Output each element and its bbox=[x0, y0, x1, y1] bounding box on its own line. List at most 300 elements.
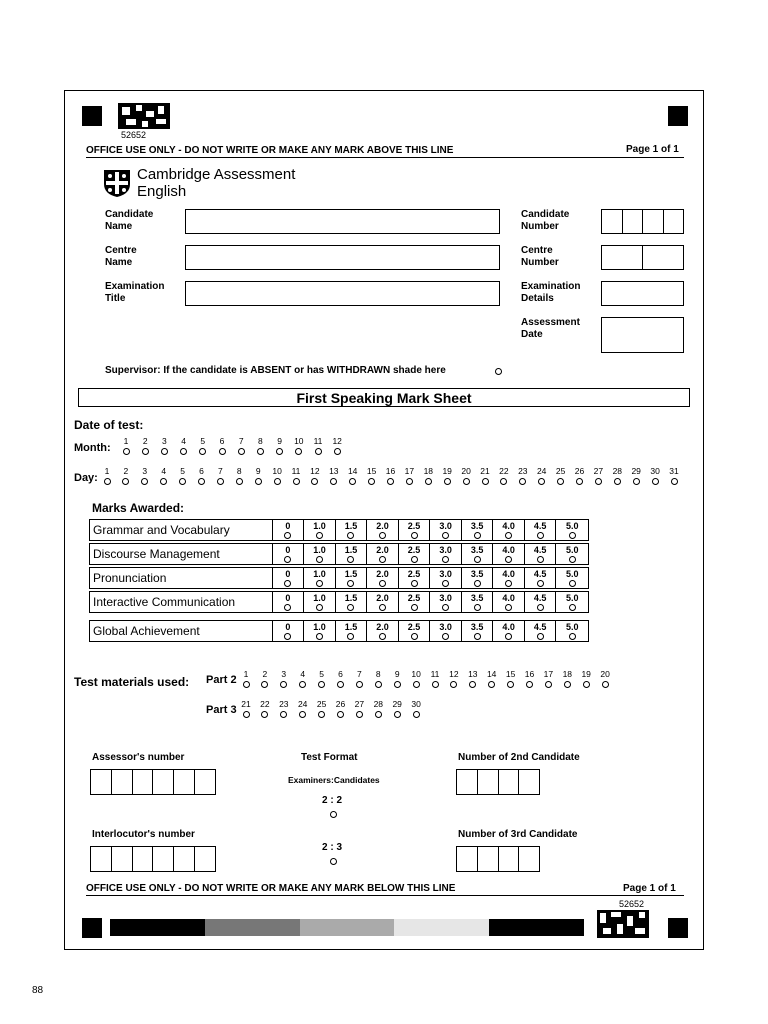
part3-bubble[interactable] bbox=[337, 711, 344, 718]
day-number: 7 bbox=[218, 466, 223, 476]
mark-option bbox=[556, 544, 588, 564]
barcode-top bbox=[118, 103, 170, 129]
criterion-label: Global Achievement bbox=[90, 621, 273, 641]
mark-value: 4.5 bbox=[533, 521, 547, 531]
mark-bubble[interactable] bbox=[537, 604, 544, 611]
part2-bubble[interactable] bbox=[432, 681, 439, 688]
day-number: 3 bbox=[142, 466, 148, 476]
part3-number: 24 bbox=[297, 699, 308, 709]
mark-value: 0 bbox=[285, 545, 291, 555]
mark-option bbox=[525, 621, 557, 641]
mark-option bbox=[525, 568, 557, 588]
day-bubble[interactable] bbox=[217, 478, 224, 485]
mark-option bbox=[525, 592, 557, 612]
mark-option bbox=[273, 520, 305, 540]
sheet-title: First Speaking Mark Sheet bbox=[296, 389, 472, 406]
mark-bubble[interactable] bbox=[284, 556, 291, 563]
mark-value: 4.5 bbox=[533, 593, 547, 603]
global-achievement-table bbox=[89, 620, 589, 642]
mark-bubble[interactable] bbox=[569, 580, 576, 587]
day-number: 14 bbox=[347, 466, 358, 476]
part3-number: 27 bbox=[354, 699, 365, 709]
mark-option bbox=[304, 621, 336, 641]
day-bubble[interactable] bbox=[633, 478, 640, 485]
mark-value: 2.0 bbox=[376, 622, 389, 632]
mark-value: 4.0 bbox=[502, 569, 515, 579]
mark-value: 3.0 bbox=[439, 622, 452, 632]
mark-option bbox=[493, 592, 525, 612]
mark-value: 2.5 bbox=[407, 593, 421, 603]
mark-value: 2.5 bbox=[407, 569, 421, 579]
part2-number: 14 bbox=[486, 669, 497, 679]
day-bubble[interactable] bbox=[614, 478, 621, 485]
part2-number: 2 bbox=[262, 669, 268, 679]
part3-number: 22 bbox=[260, 699, 270, 709]
part2-bubble[interactable] bbox=[394, 681, 401, 688]
cambridge-crest-icon bbox=[102, 168, 132, 198]
mark-value: 0 bbox=[285, 593, 291, 603]
day-number: 10 bbox=[272, 466, 282, 476]
candidate-number-field[interactable] bbox=[601, 209, 684, 234]
part3-number: 21 bbox=[241, 699, 251, 709]
part2-label: Part 2 bbox=[206, 674, 237, 686]
mark-value: 2.5 bbox=[407, 622, 421, 632]
day-bubble[interactable] bbox=[482, 478, 489, 485]
mark-value: 2.5 bbox=[407, 545, 421, 555]
day-bubble[interactable] bbox=[652, 478, 659, 485]
second-candidate-label: Number of 2nd Candidate bbox=[458, 752, 580, 763]
part2-bubble[interactable] bbox=[545, 681, 552, 688]
part2-number: 7 bbox=[357, 669, 362, 679]
mark-value: 4.5 bbox=[533, 622, 547, 632]
mark-bubble[interactable] bbox=[379, 633, 386, 640]
supervisor-text: Supervisor: If the candidate is ABSENT or has WITHDRAWN shade here bbox=[105, 365, 446, 376]
mark-value: 3.0 bbox=[439, 545, 452, 555]
mark-option bbox=[556, 592, 588, 612]
mark-value: 3.5 bbox=[470, 521, 484, 531]
mark-value: 4.5 bbox=[533, 569, 547, 579]
calibration-mid-grey bbox=[300, 919, 395, 936]
day-bubble[interactable] bbox=[198, 478, 205, 485]
day-number: 29 bbox=[631, 466, 641, 476]
day-number: 11 bbox=[291, 466, 301, 476]
mark-value: 2.0 bbox=[376, 593, 389, 603]
mark-option bbox=[556, 568, 588, 588]
mark-bubble[interactable] bbox=[505, 580, 512, 587]
second-candidate-field[interactable] bbox=[456, 769, 540, 795]
mark-bubble[interactable] bbox=[474, 556, 481, 563]
mark-bubble[interactable] bbox=[442, 580, 449, 587]
part3-bubble[interactable] bbox=[375, 711, 382, 718]
month-bubble[interactable] bbox=[161, 448, 168, 455]
assessor-number-label: Assessor's number bbox=[92, 752, 185, 763]
mark-option bbox=[399, 520, 431, 540]
date-of-test-label: Date of test: bbox=[74, 418, 144, 432]
day-number: 28 bbox=[612, 466, 623, 476]
bottom-rule bbox=[86, 895, 684, 896]
mark-bubble[interactable] bbox=[347, 604, 354, 611]
examination-details-label: Examination Details bbox=[521, 281, 581, 304]
mark-option bbox=[367, 592, 399, 612]
mark-bubble[interactable] bbox=[537, 633, 544, 640]
mark-bubble[interactable] bbox=[474, 604, 481, 611]
month-bubble[interactable] bbox=[123, 448, 130, 455]
logo-line1: Cambridge Assessment bbox=[137, 166, 296, 183]
part2-bubble[interactable] bbox=[583, 681, 590, 688]
candidate-name-field[interactable] bbox=[185, 209, 500, 234]
month-number: 4 bbox=[181, 436, 186, 446]
day-number: 1 bbox=[104, 466, 110, 476]
mark-bubble[interactable] bbox=[505, 556, 512, 563]
marks-table bbox=[89, 519, 589, 613]
mark-bubble[interactable] bbox=[537, 532, 544, 539]
mark-option bbox=[493, 568, 525, 588]
third-candidate-field[interactable] bbox=[456, 846, 540, 872]
mark-bubble[interactable] bbox=[347, 532, 354, 539]
day-bubble[interactable] bbox=[274, 478, 281, 485]
calibration-strip bbox=[110, 919, 584, 936]
day-bubble[interactable] bbox=[576, 478, 583, 485]
mark-value: 0 bbox=[285, 569, 291, 579]
mark-value: 4.5 bbox=[533, 545, 547, 555]
mark-option bbox=[399, 621, 431, 641]
mark-bubble[interactable] bbox=[379, 604, 386, 611]
day-bubble[interactable] bbox=[671, 478, 678, 485]
day-number: 13 bbox=[329, 466, 339, 476]
day-number: 19 bbox=[442, 466, 452, 476]
day-number: 9 bbox=[255, 466, 261, 476]
mark-option bbox=[493, 520, 525, 540]
month-number: 8 bbox=[258, 436, 263, 446]
mark-bubble[interactable] bbox=[569, 532, 576, 539]
day-number: 12 bbox=[310, 466, 320, 476]
part3-bubble[interactable] bbox=[413, 711, 420, 718]
mark-bubble[interactable] bbox=[284, 532, 291, 539]
mark-value: 5.0 bbox=[565, 569, 579, 579]
mark-value: 5.0 bbox=[565, 622, 579, 632]
part2-number: 19 bbox=[581, 669, 591, 679]
month-bubble[interactable] bbox=[334, 448, 341, 455]
mark-bubble[interactable] bbox=[505, 604, 512, 611]
part2-number: 16 bbox=[524, 669, 535, 679]
test-materials-label: Test materials used: bbox=[74, 675, 190, 689]
examination-title-field[interactable] bbox=[185, 281, 500, 306]
page-number: 88 bbox=[32, 985, 44, 996]
mark-value: 4.0 bbox=[502, 593, 515, 603]
month-number: 11 bbox=[313, 436, 323, 446]
part3-label: Part 3 bbox=[206, 704, 237, 716]
assessment-date-field[interactable] bbox=[601, 317, 684, 353]
part2-bubble[interactable] bbox=[413, 681, 420, 688]
calibration-black-2 bbox=[489, 919, 584, 936]
mark-option bbox=[336, 520, 368, 540]
page-label-top: Page 1 of 1 bbox=[626, 144, 679, 155]
part2-number: 5 bbox=[319, 669, 324, 679]
mark-value: 5.0 bbox=[565, 545, 579, 555]
day-number: 26 bbox=[574, 466, 585, 476]
day-number: 25 bbox=[555, 466, 566, 476]
month-bubble[interactable] bbox=[238, 448, 245, 455]
mark-bubble[interactable] bbox=[411, 633, 418, 640]
day-number: 27 bbox=[593, 466, 604, 476]
day-number: 16 bbox=[385, 466, 396, 476]
part3-bubble[interactable] bbox=[243, 711, 250, 718]
day-number: 21 bbox=[480, 466, 490, 476]
mark-option bbox=[556, 520, 588, 540]
month-bubble[interactable] bbox=[219, 448, 226, 455]
part3-number: 28 bbox=[373, 699, 384, 709]
mark-value: 1.5 bbox=[344, 545, 358, 555]
mark-bubble[interactable] bbox=[569, 556, 576, 563]
absent-bubble[interactable] bbox=[495, 368, 502, 375]
day-bubble[interactable] bbox=[463, 478, 470, 485]
mark-option bbox=[304, 544, 336, 564]
mark-value: 1.0 bbox=[313, 593, 326, 603]
part2-bubble[interactable] bbox=[375, 681, 382, 688]
mark-value: 4.0 bbox=[502, 622, 515, 632]
mark-bubble[interactable] bbox=[379, 532, 386, 539]
day-number: 4 bbox=[161, 466, 167, 476]
month-number: 2 bbox=[142, 436, 148, 446]
centre-name-field[interactable] bbox=[185, 245, 500, 270]
mark-bubble[interactable] bbox=[505, 633, 512, 640]
mark-bubble[interactable] bbox=[316, 556, 323, 563]
month-bubble[interactable] bbox=[315, 448, 322, 455]
mark-value: 2.0 bbox=[376, 569, 389, 579]
mark-option bbox=[430, 544, 462, 564]
mark-value: 2.0 bbox=[376, 545, 389, 555]
mark-bubble[interactable] bbox=[316, 604, 323, 611]
mark-value: 1.5 bbox=[344, 521, 358, 531]
mark-option bbox=[304, 520, 336, 540]
assessor-number-field[interactable] bbox=[90, 769, 216, 795]
mark-bubble[interactable] bbox=[284, 604, 291, 611]
mark-bubble[interactable] bbox=[442, 556, 449, 563]
mark-bubble[interactable] bbox=[474, 532, 481, 539]
interlocutor-number-field[interactable] bbox=[90, 846, 216, 872]
office-use-bottom-text: OFFICE USE ONLY - DO NOT WRITE OR MAKE ANY MARK BELOW THIS LINE bbox=[86, 883, 456, 894]
mark-option bbox=[367, 544, 399, 564]
mark-value: 4.0 bbox=[502, 521, 515, 531]
mark-option bbox=[525, 520, 557, 540]
mark-bubble[interactable] bbox=[442, 532, 449, 539]
part3-bubble[interactable] bbox=[394, 711, 401, 718]
mark-option bbox=[462, 592, 494, 612]
candidate-name-label: Candidate Name bbox=[105, 209, 154, 232]
sheet-title-bar bbox=[78, 388, 690, 407]
mark-bubble[interactable] bbox=[442, 604, 449, 611]
month-label: Month: bbox=[74, 442, 111, 454]
part2-number: 11 bbox=[430, 669, 440, 679]
day-number: 31 bbox=[669, 466, 679, 476]
mark-option bbox=[336, 568, 368, 588]
mark-bubble[interactable] bbox=[411, 580, 418, 587]
criterion-row bbox=[89, 543, 589, 565]
mark-bubble[interactable] bbox=[569, 604, 576, 611]
mark-value: 3.5 bbox=[470, 545, 484, 555]
part2-bubble[interactable] bbox=[243, 681, 250, 688]
criterion-label: Discourse Management bbox=[90, 544, 273, 564]
logo-line2: English bbox=[137, 183, 187, 200]
part2-bubble[interactable] bbox=[337, 681, 344, 688]
mark-option bbox=[273, 544, 305, 564]
part2-bubble[interactable] bbox=[602, 681, 609, 688]
barcode-number-bottom: 52652 bbox=[619, 899, 645, 909]
month-bubble[interactable] bbox=[142, 448, 149, 455]
mark-option bbox=[430, 592, 462, 612]
mark-value: 1.5 bbox=[344, 622, 358, 632]
marks-awarded-label: Marks Awarded: bbox=[92, 501, 185, 515]
day-number: 6 bbox=[199, 466, 204, 476]
registration-mark-top-right bbox=[668, 106, 688, 126]
mark-value: 0 bbox=[285, 521, 291, 531]
mark-value: 5.0 bbox=[565, 521, 579, 531]
part2-number: 9 bbox=[394, 669, 400, 679]
day-number: 24 bbox=[536, 466, 547, 476]
mark-option bbox=[493, 544, 525, 564]
criterion-label: Grammar and Vocabulary bbox=[90, 520, 273, 540]
mark-option bbox=[556, 621, 588, 641]
examination-details-field[interactable] bbox=[601, 281, 684, 306]
month-number: 9 bbox=[277, 436, 282, 446]
day-bubble[interactable] bbox=[444, 478, 451, 485]
mark-option bbox=[273, 592, 305, 612]
mark-option bbox=[367, 520, 399, 540]
day-bubble[interactable] bbox=[104, 478, 111, 485]
day-bubble[interactable] bbox=[406, 478, 413, 485]
mark-option bbox=[367, 568, 399, 588]
mark-bubble[interactable] bbox=[411, 556, 418, 563]
registration-mark-bottom-left bbox=[82, 918, 102, 938]
mark-bubble[interactable] bbox=[379, 556, 386, 563]
centre-name-label: Centre Name bbox=[105, 245, 137, 268]
part2-number: 15 bbox=[505, 669, 516, 679]
mark-option bbox=[304, 568, 336, 588]
mark-option bbox=[399, 592, 431, 612]
month-number: 5 bbox=[200, 436, 206, 446]
mark-value: 2.5 bbox=[407, 521, 421, 531]
mark-bubble[interactable] bbox=[347, 580, 354, 587]
centre-number-field[interactable] bbox=[601, 245, 684, 270]
day-number: 15 bbox=[366, 466, 377, 476]
mark-value: 1.5 bbox=[344, 569, 358, 579]
mark-bubble[interactable] bbox=[284, 580, 291, 587]
part2-number: 12 bbox=[449, 669, 459, 679]
month-number: 3 bbox=[162, 436, 167, 446]
page-label-bottom: Page 1 of 1 bbox=[623, 883, 676, 894]
mark-option bbox=[493, 621, 525, 641]
part3-number: 25 bbox=[316, 699, 327, 709]
day-bubble[interactable] bbox=[595, 478, 602, 485]
part2-bubble[interactable] bbox=[526, 681, 533, 688]
part2-number: 10 bbox=[411, 669, 421, 679]
mark-value: 0 bbox=[285, 622, 291, 632]
part2-number: 13 bbox=[468, 669, 478, 679]
part2-number: 4 bbox=[300, 669, 306, 679]
day-bubble[interactable] bbox=[387, 478, 394, 485]
month-number: 12 bbox=[332, 436, 342, 446]
mark-bubble[interactable] bbox=[316, 633, 323, 640]
format-2-2-bubble[interactable] bbox=[330, 811, 337, 818]
mark-value: 3.5 bbox=[470, 569, 484, 579]
mark-bubble[interactable] bbox=[474, 580, 481, 587]
day-number: 2 bbox=[123, 466, 129, 476]
mark-bubble[interactable] bbox=[474, 633, 481, 640]
mark-value: 1.0 bbox=[313, 545, 326, 555]
mark-option bbox=[273, 621, 305, 641]
mark-bubble[interactable] bbox=[411, 532, 418, 539]
month-bubble[interactable] bbox=[257, 448, 264, 455]
criterion-row bbox=[89, 591, 589, 613]
mark-bubble[interactable] bbox=[347, 633, 354, 640]
mark-option bbox=[399, 568, 431, 588]
criterion-row bbox=[89, 519, 589, 541]
mark-option bbox=[367, 621, 399, 641]
part3-number: 23 bbox=[279, 699, 289, 709]
month-number: 6 bbox=[219, 436, 225, 446]
day-number: 17 bbox=[404, 466, 415, 476]
mark-bubble[interactable] bbox=[316, 532, 323, 539]
month-number: 7 bbox=[238, 436, 244, 446]
day-bubble[interactable] bbox=[236, 478, 243, 485]
part3-bubble[interactable] bbox=[356, 711, 363, 718]
mark-bubble[interactable] bbox=[505, 532, 512, 539]
mark-bubble[interactable] bbox=[379, 580, 386, 587]
day-bubble[interactable] bbox=[293, 478, 300, 485]
part2-number: 8 bbox=[375, 669, 381, 679]
mark-option bbox=[273, 568, 305, 588]
test-format-label: Test Format bbox=[301, 752, 358, 763]
mark-option bbox=[462, 621, 494, 641]
part3-number: 29 bbox=[392, 699, 402, 709]
part2-number: 17 bbox=[543, 669, 554, 679]
mark-bubble[interactable] bbox=[411, 604, 418, 611]
mark-value: 5.0 bbox=[565, 593, 579, 603]
mark-value: 4.0 bbox=[502, 545, 515, 555]
part2-number: 20 bbox=[600, 669, 610, 679]
examination-title-label: Examination Title bbox=[105, 281, 165, 304]
criterion-row bbox=[89, 567, 589, 589]
criterion-label: Interactive Communication bbox=[90, 592, 273, 612]
mark-bubble[interactable] bbox=[537, 580, 544, 587]
mark-option bbox=[430, 520, 462, 540]
mark-bubble[interactable] bbox=[569, 633, 576, 640]
mark-bubble[interactable] bbox=[442, 633, 449, 640]
mark-bubble[interactable] bbox=[537, 556, 544, 563]
format-2-3-bubble[interactable] bbox=[330, 858, 337, 865]
mark-value: 1.0 bbox=[313, 569, 326, 579]
mark-value: 1.5 bbox=[344, 593, 358, 603]
day-bubble[interactable] bbox=[255, 478, 262, 485]
mark-value: 3.0 bbox=[439, 569, 452, 579]
barcode-bottom bbox=[597, 910, 649, 938]
mark-bubble[interactable] bbox=[316, 580, 323, 587]
mark-value: 3.5 bbox=[470, 622, 484, 632]
part2-bubble[interactable] bbox=[564, 681, 571, 688]
part2-bubble[interactable] bbox=[356, 681, 363, 688]
month-number: 1 bbox=[123, 436, 129, 446]
mark-value: 1.0 bbox=[313, 521, 326, 531]
centre-number-label: Centre Number bbox=[521, 245, 559, 268]
mark-value: 1.0 bbox=[313, 622, 326, 632]
mark-bubble[interactable] bbox=[347, 556, 354, 563]
mark-bubble[interactable] bbox=[284, 633, 291, 640]
mark-option bbox=[336, 544, 368, 564]
registration-mark-bottom-right bbox=[668, 918, 688, 938]
mark-value: 3.5 bbox=[470, 593, 484, 603]
day-number: 22 bbox=[499, 466, 509, 476]
day-bubble[interactable] bbox=[425, 478, 432, 485]
